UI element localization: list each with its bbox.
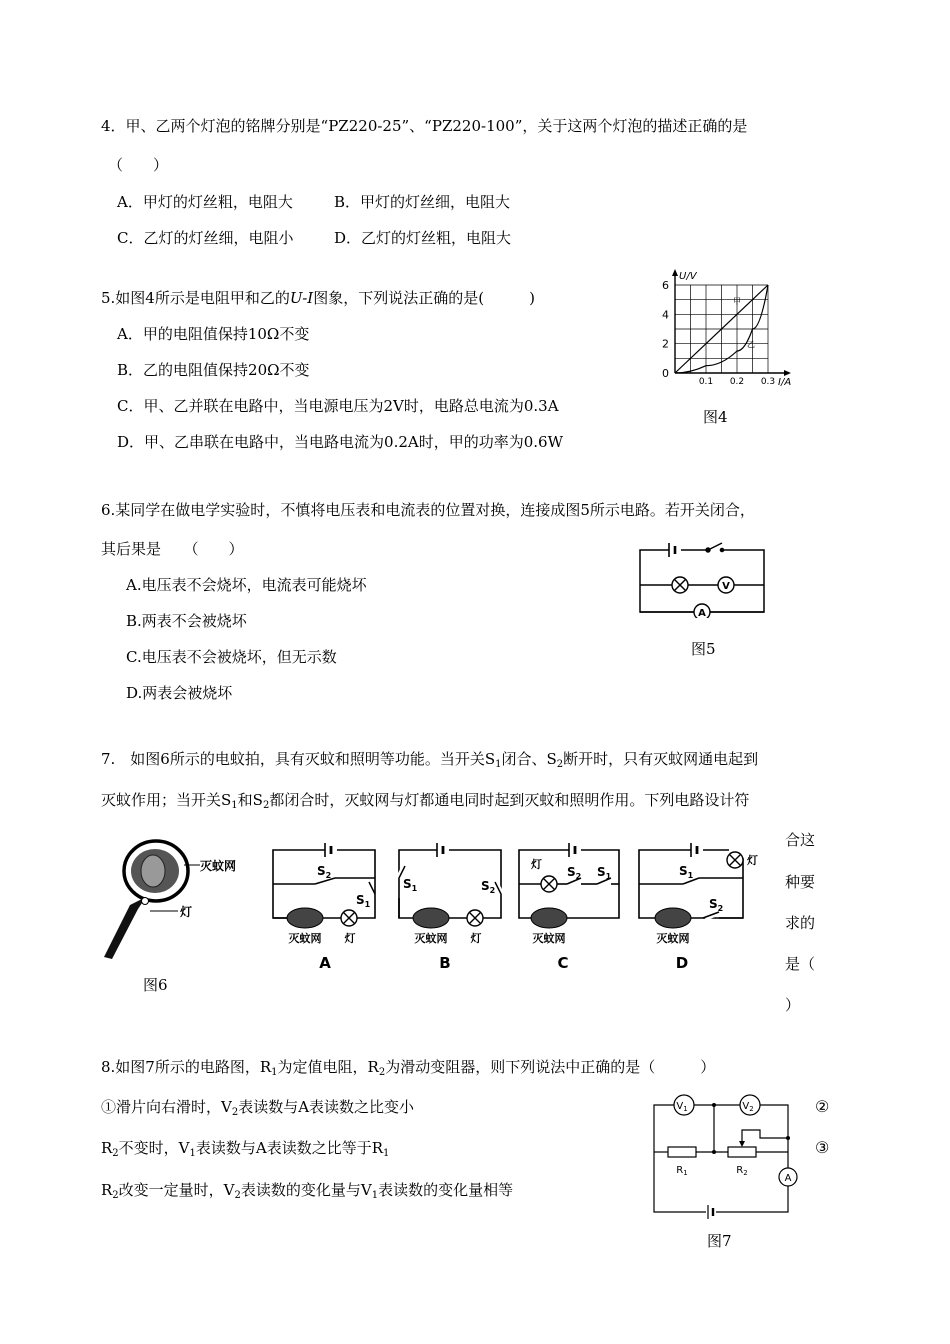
q8-stem <box>101 1057 715 1077</box>
switch-s2-label: $S_2$ <box>567 865 582 881</box>
subscript: 1 <box>231 800 238 811</box>
q8-text: 表读数与A表读数之比等于R <box>195 1139 384 1157</box>
resistor-r1-label: $R_1$ <box>676 1165 688 1177</box>
q8-mark-3: ③ <box>815 1138 830 1157</box>
figure-6-caption: 图6 <box>143 976 168 994</box>
q4-stem: 4．甲、乙两个灯泡的铭牌分别是“PZ220-25”、“PZ220-100”，关于这两个灯泡的描述正确的是 <box>101 117 748 135</box>
q5-stem-b: 图象，下列说法正确的是( ) <box>313 289 535 307</box>
racket-net-label: 灭蚊网 <box>200 859 237 873</box>
q5-stem-ui: U-I <box>289 289 314 307</box>
figure-6-racket <box>100 835 250 965</box>
q7-stem-line1 <box>101 749 758 769</box>
rheostat-r2-icon <box>728 1147 756 1157</box>
y-tick-label: 0 <box>662 367 669 380</box>
subscript: 2 <box>556 759 564 770</box>
y-axis-label: U/V <box>679 271 697 282</box>
q4-option-d: D．乙灯的灯丝粗，电阻大 <box>334 229 512 247</box>
q8-statement-2 <box>101 1138 389 1158</box>
x-tick-label: 0.2 <box>729 377 745 387</box>
q7-text: 都闭合时，灭蚊网与灯都通电同时起到灭蚊和照明作用。下列电路设计符 <box>269 791 750 809</box>
q8-text: 表读数与A表读数之比变小 <box>238 1098 415 1116</box>
q5-stem-a: 5.如图4所示是电阻甲和乙的 <box>101 289 290 307</box>
rheostat-r2-label: $R_2$ <box>736 1165 748 1177</box>
q8-text: ①滑片向右滑时，V <box>101 1098 232 1116</box>
y-tick-label: 2 <box>662 337 669 351</box>
switch-icon <box>706 543 724 552</box>
mosquito-net-icon <box>287 908 323 928</box>
q6-stem-continued: 其后果是 （ ） <box>101 540 244 558</box>
ammeter-label: A <box>698 608 706 618</box>
net-label: 灭蚊网 <box>414 932 448 945</box>
subscript: 1 <box>383 1148 390 1159</box>
net-label: 灭蚊网 <box>656 932 690 945</box>
lamp-label: 灯 <box>747 854 758 867</box>
subscript: 2 <box>378 1067 386 1078</box>
q8-text: R <box>101 1139 113 1157</box>
q8-text: R <box>101 1181 113 1199</box>
figure-4-caption: 图4 <box>703 408 728 426</box>
voltmeter-label: V <box>722 581 730 592</box>
resistor-r1-icon <box>668 1147 696 1157</box>
graph-ticks <box>662 279 775 387</box>
q6-option-c: C.电压表不会被烧坏，但无示数 <box>126 648 337 666</box>
lamp-label: 灯 <box>470 932 482 945</box>
subscript: 1 <box>189 1148 196 1159</box>
net-label: 灭蚊网 <box>288 932 322 945</box>
battery-icon <box>708 1205 713 1219</box>
q4-answer-paren: （ ） <box>108 156 169 174</box>
q7-side-text-4: 是（ <box>785 955 816 973</box>
q6-option-d: D.两表会被烧坏 <box>126 684 233 702</box>
x-axis-label: I/A <box>778 377 792 388</box>
q5-option-b: B．乙的电阻值保持20Ω不变 <box>117 361 310 379</box>
q8-mark-2: ② <box>815 1097 830 1116</box>
y-tick-label: 4 <box>662 308 669 322</box>
q5-option-d: D．甲、乙串联在电路中，当电路电流为0.2A时，甲的功率为0.6W <box>117 433 563 451</box>
q7-side-text-5: ） <box>785 996 801 1014</box>
circuit-label-c: C <box>557 954 569 972</box>
racket-net-detail <box>141 855 165 887</box>
q8-text: 8.如图7所示的电路图，R <box>101 1058 272 1076</box>
q5-option-c: C．甲、乙并联在电路中，当电源电压为2V时，电路总电流为0.3A <box>117 397 559 415</box>
voltmeter-v2-label: $V_2$ <box>742 1101 754 1113</box>
junction-dot <box>712 1150 716 1154</box>
lamp-icon <box>672 577 688 593</box>
subscript: 2 <box>262 800 270 811</box>
q4-option-b: B．甲灯的灯丝细，电阻大 <box>334 193 511 211</box>
mosquito-net-icon <box>531 908 567 928</box>
q8-text: 为定值电阻，R <box>277 1058 379 1076</box>
q7-side-text-2: 种要 <box>785 873 816 891</box>
q8-text: 为滑动变阻器，则下列说法中正确的是（ ） <box>385 1058 716 1076</box>
figure-7-caption: 图7 <box>707 1232 732 1250</box>
subscript: 2 <box>112 1148 119 1159</box>
q6-stem: 6.某同学在做电学实验时，不慎将电压表和电流表的位置对换，连接成图5所示电路。若开关闭合， <box>101 501 755 519</box>
mosquito-net-icon <box>655 908 691 928</box>
mosquito-net-icon <box>413 908 449 928</box>
figure-5-caption: 图5 <box>691 640 716 658</box>
circuit-wires <box>654 1105 788 1212</box>
racket-lamp-label: 灯 <box>180 905 193 919</box>
x-tick-label: 0.3 <box>760 377 776 387</box>
switch-s1-label: $S_1$ <box>679 864 694 880</box>
racket-lamp-icon <box>142 898 149 905</box>
net-label: 灭蚊网 <box>532 932 566 945</box>
q7-circuit-options <box>265 838 785 978</box>
q8-statement-1 <box>101 1097 414 1117</box>
q7-stem-line2 <box>101 790 749 810</box>
q7-text: 断开时，只有灭蚊网通电起到 <box>563 750 759 768</box>
q6-option-a: A.电压表不会烧坏，电流表可能烧坏 <box>126 576 367 594</box>
q8-statement-3 <box>101 1180 513 1200</box>
battery-icon <box>669 543 675 557</box>
subscript: 1 <box>271 1067 278 1078</box>
q7-side-text-1: 合这 <box>785 831 816 849</box>
q8-text: 不变时，V <box>118 1139 190 1157</box>
switch-s1-label: $S_1$ <box>597 865 612 881</box>
slider-arrow-icon <box>739 1141 745 1147</box>
q7-text: 灭蚊作用；当开关S <box>101 791 232 809</box>
subscript: 1 <box>495 759 502 770</box>
q6-option-b: B.两表不会被烧坏 <box>126 612 247 630</box>
curve-label-yi: 乙 <box>747 340 755 349</box>
ammeter-label: A <box>784 1173 792 1184</box>
junction-dot <box>712 1103 716 1107</box>
circuit-label-a: A <box>319 954 331 972</box>
y-axis-arrow <box>672 269 678 276</box>
circuit-b <box>399 843 501 972</box>
switch-icon <box>369 882 375 894</box>
circuit-label-b: B <box>439 954 451 972</box>
circuit-wires <box>640 550 764 612</box>
q7-side-text-3: 求的 <box>785 914 816 932</box>
q8-text: 改变一定量时，V <box>118 1181 235 1199</box>
junction-dot <box>786 1136 790 1140</box>
switch-s2-label: $S_2$ <box>481 879 496 895</box>
circuit-d <box>639 843 758 972</box>
circuit-c <box>519 843 619 972</box>
switch-s1-label: $S_1$ <box>356 893 371 909</box>
circuit-a <box>273 843 375 972</box>
curve-label-jia: 甲 <box>733 297 741 306</box>
lamp-label: 灯 <box>344 932 356 945</box>
y-tick-label: 6 <box>662 279 669 292</box>
subscript: 2 <box>234 1190 241 1201</box>
q8-text: 表读数的变化量与V <box>240 1181 372 1199</box>
switch-s2-label: $S_2$ <box>317 864 332 880</box>
x-tick-label: 0.1 <box>698 377 714 387</box>
q7-text: 和S <box>237 791 263 809</box>
q5-option-a: A．甲的电阻值保持10Ω不变 <box>117 325 310 343</box>
subscript: 2 <box>231 1107 239 1118</box>
q5-stem <box>101 288 535 308</box>
q7-text: 闭合、S <box>501 750 557 768</box>
q4-option-c: C．乙灯的灯丝细，电阻小 <box>117 229 294 247</box>
subscript: 1 <box>371 1190 379 1201</box>
racket-handle <box>104 897 146 959</box>
x-axis-arrow <box>784 370 791 376</box>
figure-7-circuit <box>646 1090 806 1225</box>
circuit-label-d: D <box>675 954 689 972</box>
subscript: 2 <box>112 1190 119 1201</box>
voltmeter-v1-label: $V_1$ <box>676 1101 688 1113</box>
figure-4-ui-graph <box>655 265 805 390</box>
q7-text: 7. 如图6所示的电蚊拍，具有灭蚊和照明等功能。当开关S <box>101 750 496 768</box>
figure-5-circuit <box>636 538 771 618</box>
switch-s2-label: $S_2$ <box>709 897 724 913</box>
q4-option-a: A．甲灯的灯丝粗，电阻大 <box>117 193 293 211</box>
q8-text: 表读数的变化量相等 <box>378 1181 514 1199</box>
lamp-label: 灯 <box>531 858 542 871</box>
switch-s1-label: $S_1$ <box>403 877 418 893</box>
